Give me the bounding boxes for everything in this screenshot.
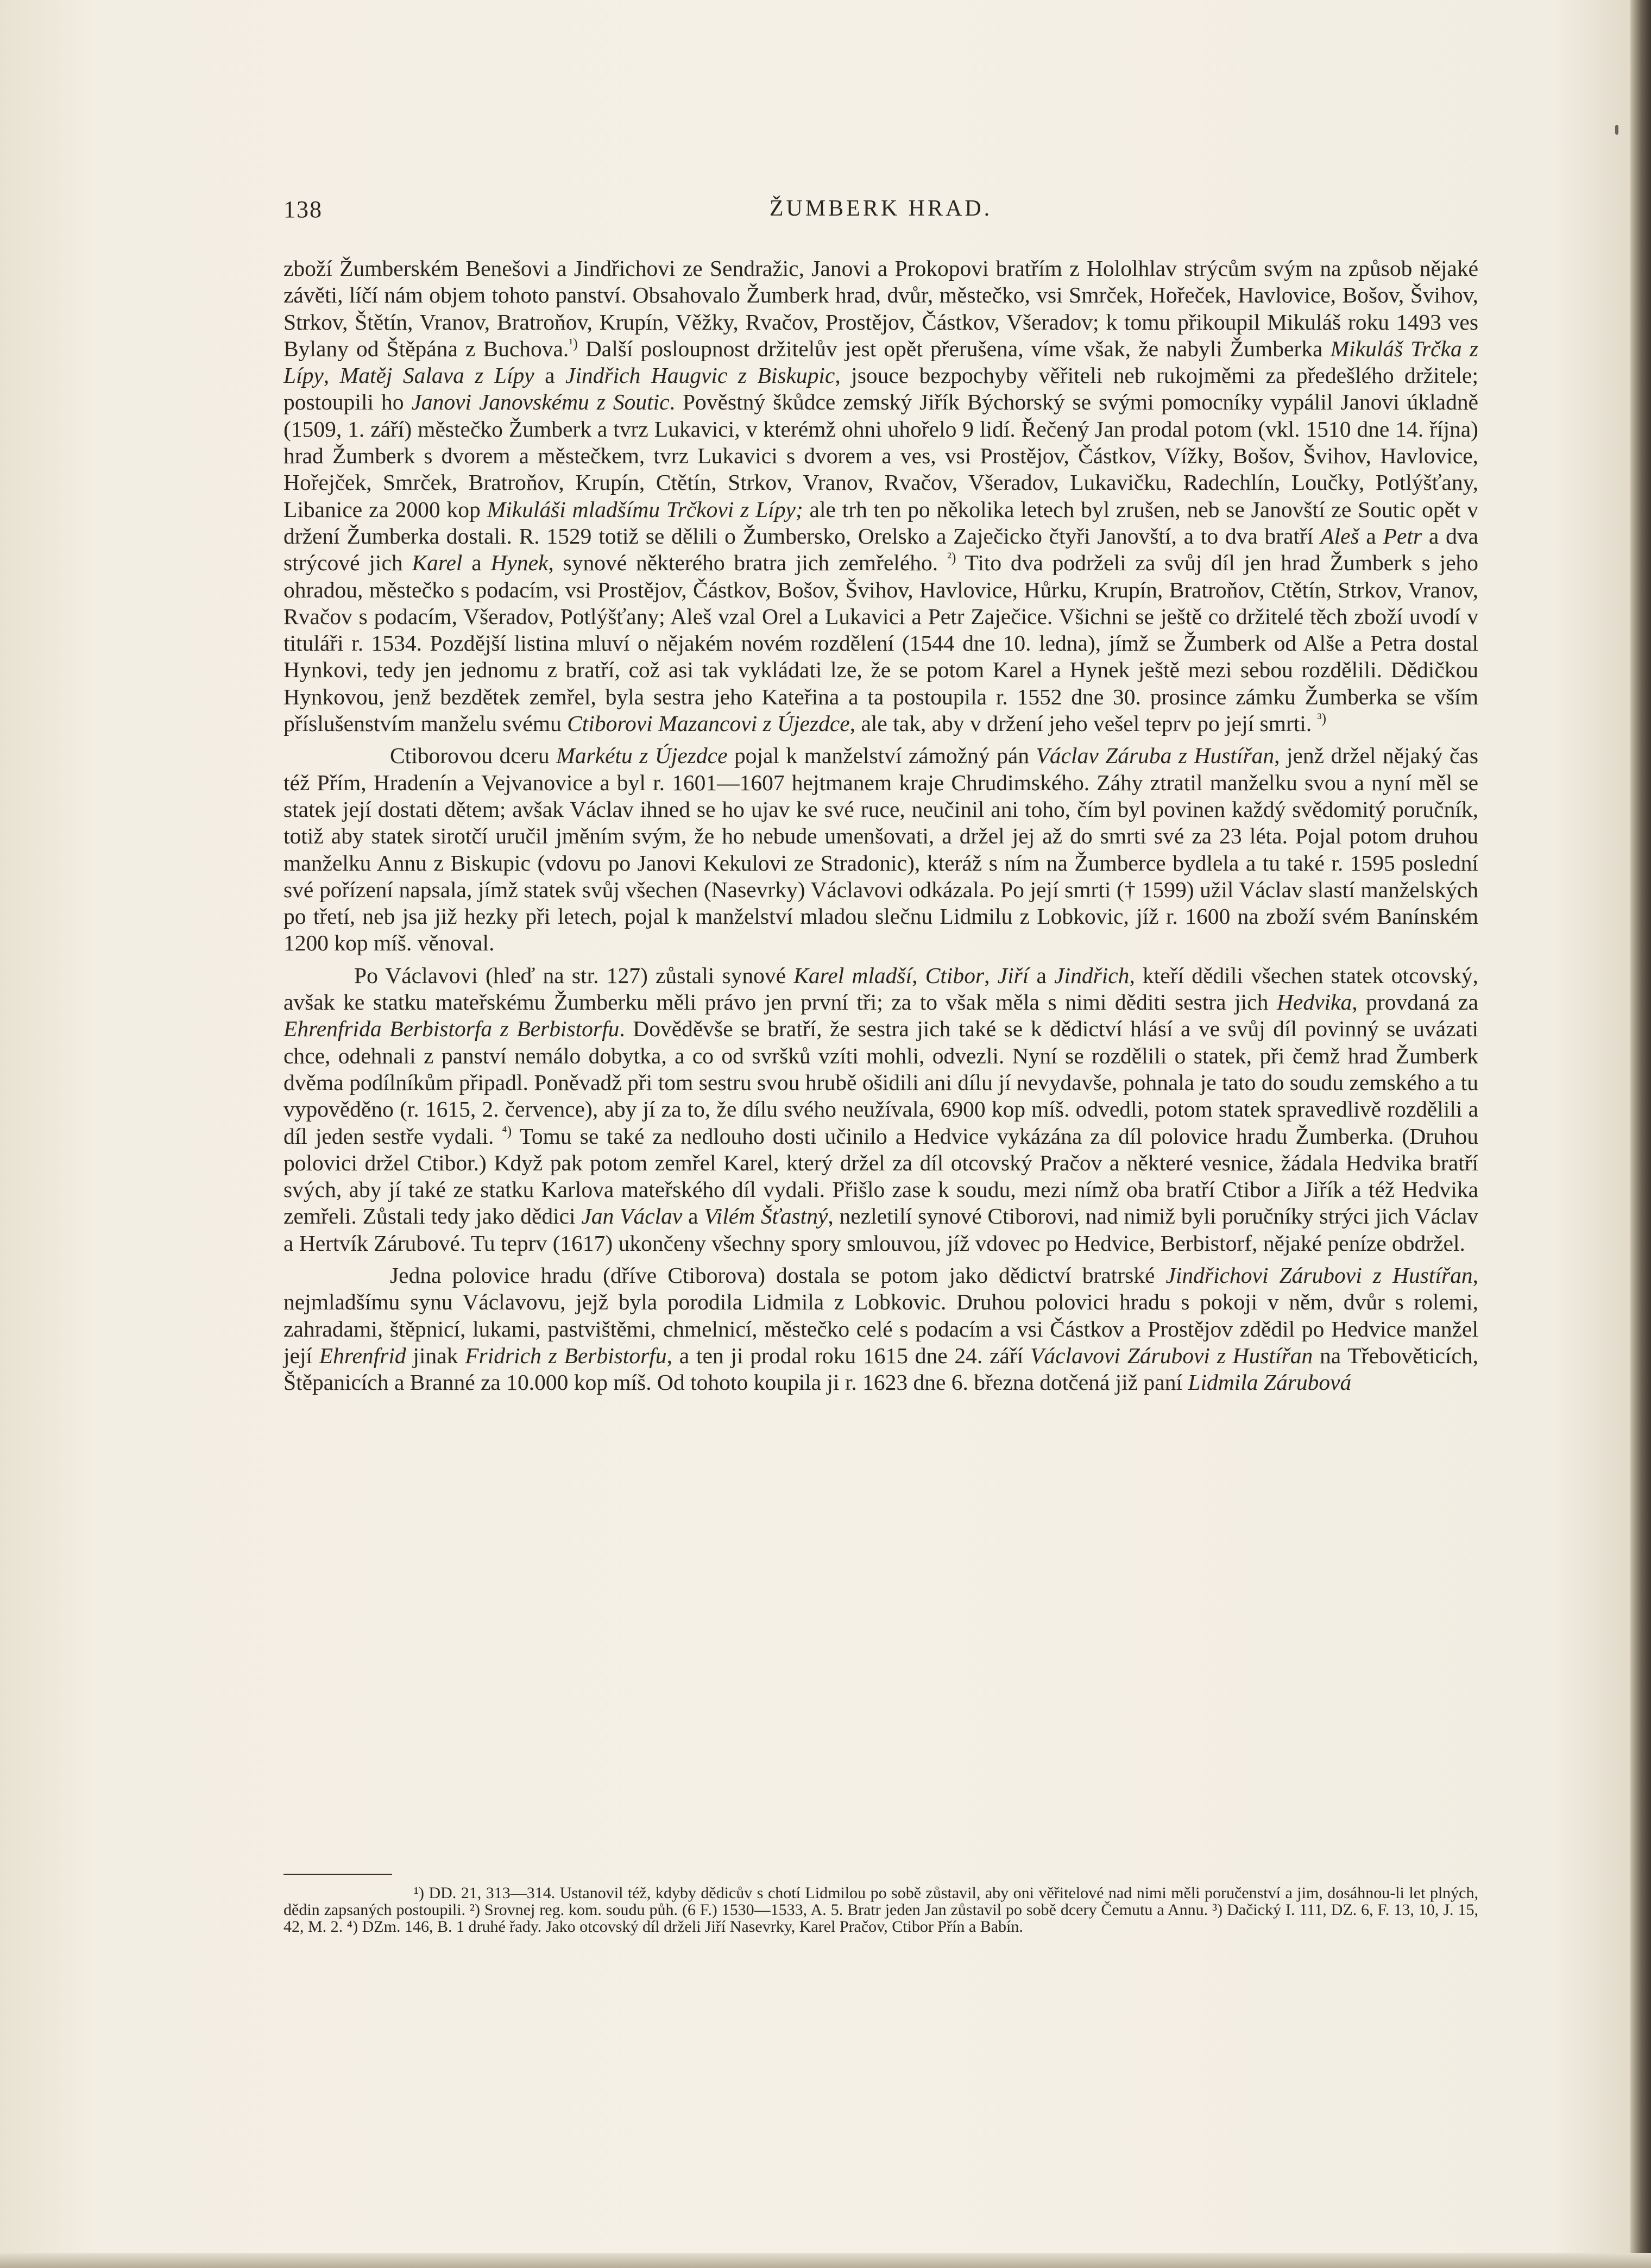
- italic-name: Jindřich: [1054, 962, 1130, 988]
- footnote-ref: ⁴): [502, 1123, 512, 1139]
- text-run: , ale tak, aby v držení jeho vešel teprv po její smrti.: [849, 711, 1318, 736]
- page-number: 138: [283, 196, 323, 223]
- italic-name: Karel: [412, 550, 463, 576]
- running-title: ŽUMBERK HRAD.: [769, 196, 993, 221]
- paragraph-3: [283, 962, 1478, 1257]
- italic-name: Ctibor: [925, 962, 985, 988]
- text-run: , nejmladšímu synu Václavovu, jejž byla porodila Lidmila z Lobkovic. Druhou polovici hradu s pokoji v něm, dvůr s rolemi, zahradami, štěpnicí, lukami, pastvištěmi, chmelnicí, městečko celé s podacím a vsi Částkov a Prostějov zdědil po Hedvice manžel její: [283, 1262, 1478, 1368]
- text-run: a: [462, 550, 491, 576]
- text-run: zboží Žumberském Benešovi a Jindřichovi ze Sendražic, Janovi a Prokopovi bratřím z Hololhlav strýcům svým na způsob nějaké závěti, líčí nám objem tohoto panství. Obsahovalo Žumberk hrad, dvůr, městečko, vsi Smrček, Hořeček, Havlovice, Bošov, Švihov, Strkov, Štětín, Vranov, Bratroňov, Krupín, Věžky, Rvačov, Prostějov, Částkov, Všeradov; k tomu přikoupil Mikuláš roku 1493 ves Bylany od Štěpána z Buchova.: [283, 256, 1478, 361]
- footnote-ref: ²): [947, 550, 956, 566]
- page-edge-shadow: [1630, 0, 1651, 2268]
- page-header: [283, 196, 1478, 234]
- footnotes: [283, 1885, 1478, 1935]
- italic-name: Hedvika: [1276, 990, 1352, 1015]
- text-run: ,: [912, 962, 925, 988]
- paragraph-2: [283, 742, 1478, 956]
- text-run: Ctiborovou dceru: [390, 743, 557, 768]
- text-run: ,: [984, 962, 998, 988]
- text-run: ,: [323, 363, 340, 388]
- text-run: jinak: [406, 1343, 465, 1368]
- italic-name: Hynek: [490, 550, 549, 576]
- italic-name: Mikuláši mladšímu Trčkovi z Lípy;: [487, 496, 803, 522]
- italic-name: Jiří: [997, 962, 1029, 988]
- italic-name: Václavovi Zárubovi z Hustířan: [1030, 1343, 1313, 1368]
- text-run: a: [682, 1204, 704, 1229]
- body-text: [283, 255, 1478, 1401]
- text-run: Tomu se také za nedlouho dosti učinilo a Hedvice vykázána za díl polovice hradu Žumberka. (Druhou polovici držel Ctibor.) Když pak potom zemřel Karel, který držel za díl otcovský Pračov a některé vesnice, žádala Hedvika bratří svých, aby jí také ze statku Karlova mateřského díl vydali. Přišlo zase k soudu, mezi nímž oba bratří Ctibor a Jiřík a též Hedvika zemřeli. Zůstali tedy jako dědici: [283, 1123, 1478, 1229]
- paragraph-1: [283, 255, 1478, 737]
- italic-name: Petr: [1383, 523, 1422, 549]
- italic-name: Ctiborovi Mazancovi z Újezdce: [567, 711, 850, 736]
- text-run: , nezletilí synové Ctiborovi, nad nimiž byli poručníky strýci jich Václav a Hertvík Zárubové. Tu teprv (1617) ukončeny všechny spory smlouvou, jíž vdovec po Hedvice, Berbistorf, nějaké peníze obdržel.: [283, 1204, 1478, 1256]
- text-run: , a ten ji prodal roku 1615 dne 24. září: [666, 1343, 1031, 1368]
- italic-name: Jindřich Haugvic z Biskupic: [565, 363, 835, 388]
- italic-name: Vilém Šťastný: [704, 1204, 828, 1229]
- italic-name: Matěj Salava z Lípy: [339, 363, 534, 388]
- page-bottom-edge: [0, 2253, 1651, 2268]
- italic-name: Václav Záruba z Hustířan: [1036, 743, 1275, 768]
- italic-name: Ehrenfrida Berbistorfa z Berbistorfu: [283, 1016, 620, 1042]
- italic-name: Mikuláš Trčka z Lípy: [283, 336, 1478, 388]
- text-run: a: [1029, 962, 1055, 988]
- text-run: Tito dva podrželi za svůj díl jen hrad Žumberk s jeho ohradou, městečko s podacím, vsi Prostějov, Částkov, Bošov, Švihov, Havlovice, Hůrku, Krupín, Bratroňov, Ctětín, Strkov, Vranov, Rvačov s podacím, Všeradov, Potlýšťany; Aleš vzal Orel a Lukavici a Petr Zaječice. Všichni se ještě co držitelé těch zboží uvodí v tituláři r. 1534. Pozdější listina mluví o nějakém novém rozdělení (1544 dne 10. ledna), jímž se Žumberk od Alše a Petra dostal Hynkovi, tedy jen jednomu z bratří, což asi tak vykládati lze, že se potom Karel a Hynek ještě mezi sebou rozdělili. Dědičkou Hynkovou, jenž bezdětek zemřel, byla sestra jeho Kateřina a ta postoupila r. 1552 dne 30. prosince zámku Žumberka se vším příslušenstvím manželu svému: [283, 550, 1478, 736]
- footnote-text: ¹) DD. 21, 313—314. Ustanovil též, kdyby dědicův s chotí Lidmilou po sobě zůstavil, aby oni věřitelové nad nimi měli poručenství a jim, dosáhnou-li let plných, dědin zapsaných postoupili. ²) Srovnej reg. kom. soudu půh. (6 F.) 1530—1533, A. 5. Bratr jeden Jan zůstavil po sobě dcery Čemutu a Annu. ³) Dačický I. 111, DZ. 6, F. 13, 10, J. 15, 42, M. 2. ⁴) DZm. 146, B. 1 druhé řady. Jako otcovský díl drželi Jiří Nasevrky, Karel Pračov, Ctibor Přín a Babín.: [283, 1884, 1478, 1936]
- italic-name: Markétu z Újezdce: [556, 743, 728, 768]
- text-run: a: [534, 363, 566, 388]
- paragraph-4: [283, 1262, 1478, 1396]
- text-run: . Dověděvše se bratří, že sestra jich také se k dědictví hlásí a ve svůj díl povinný se uvázati chce, odehnali z panství nemálo dobytka, a co od svršků vzíti mohli, odvezli. Nyní se rozdělili o statek, při čemž hrad Žumberk dvěma podílníkům připadl. Poněvadž při tom sestru svou hrubě ošidili ani dílu jí nevydavše, pohnala je tato do soudu zemského a tu vypověděno (r. 1615, 2. července), aby jí za to, že dílu svého neužívala, 6900 kop míš. odvedli, potom statek spravedlivě rozdělili a díl jeden sestře vydali.: [283, 1016, 1478, 1149]
- italic-name: Aleš: [1320, 523, 1359, 549]
- text-run: , kteří dědili všechen statek otcovský, avšak ke statku mateřskému Žumberku měli právo jen první tři; za to však měla s nimi děditi sestra jich: [283, 962, 1479, 1015]
- italic-name: Lidmila Zárubová: [1188, 1370, 1352, 1395]
- text-run: a dva strýcové jich: [283, 523, 1478, 576]
- text-run: , jsouce bezpochyby věřiteli neb rukojměmi za předešlého držitele; postoupili ho: [283, 363, 1479, 415]
- text-run: pojal k manželství zámožný pán: [727, 743, 1036, 768]
- text-run: , provdaná za: [1352, 990, 1479, 1015]
- text-run: . Pověstný škůdce zemský Jiřík Býchorský se svými pomocníky vypálil Janovi úkladně (1509, 1. září) městečko Žumberk a tvrz Lukavici, v kterémž ohni uhořelo 9 lidí. Řečený Jan prodal potom (vkl. 1510 dne 14. října) hrad Žumberk s dvorem a městečkem, tvrz Lukavici s dvorem a ves, vsi Prostějov, Částkov, Vížky, Bošov, Švihov, Havlovice, Hořejček, Smrček, Bratroňov, Krupín, Ctětín, Strkov, Vranov, Rvačov, Všeradov, Lukavičku, Radechlín, Loučky, Potlýšťany, Libanice za 2000 kop: [283, 389, 1478, 522]
- italic-name: Ehrenfrid: [319, 1343, 406, 1368]
- paper-blemish: [1615, 125, 1618, 135]
- text-run: Jedna polovice hradu (dříve Ctiborova) dostala se potom jako dědictví bratrské: [390, 1262, 1166, 1288]
- text-run: Po Václavovi (hleď na str. 127) zůstali synové: [354, 962, 794, 988]
- text-run: , jenž držel nějaký čas též Přím, Hradenín a Vejvanovice a byl r. 1601—1607 hejtmanem kraje Chrudimského. Záhy ztratil manželku svou a nyní měl se statek její dostati dětem; avšak Václav ihned se ho ujav ke své ruce, neučinil ani toho, čím byl povinen každý svědomitý poručník, totiž aby statek sirotčí uručil jměním svým, že ho nebude umenšovati, a držel jej až do smrti své za 23 léta. Pojal potom druhou manželku Annu z Biskupic (vdovu po Janovi Kekulovi ze Stradonic), kteráž s ním na Žumberce bydlela a tu také r. 1595 poslední své pořízení napsala, jímž statek svůj všechen (Nasevrky) Václavovi odkázala. Po její smrti († 1599) užil Václav slastí manželských po třetí, neb jsa již hezky při letech, pojal k manželství mladou slečnu Lidmilu z Lobkovic, jíž r. 1600 na zboží svém Banínském 1200 kop míš. věnoval.: [283, 743, 1478, 956]
- text-run: a: [1359, 523, 1383, 549]
- footnote-divider: [283, 1874, 392, 1875]
- text-run: ale trh ten po několika letech byl zrušen, neb se Janovští ze Soutic opět v držení Žumberka dostali. R. 1529 totiž se dělili o Žumbersko, Orelsko a Zaječicko čtyři Janovští, a to dva bratří: [283, 496, 1478, 549]
- text-run: Další posloupnost držitelův jest opět přerušena, víme však, že nabyli Žumberka: [577, 336, 1331, 361]
- italic-name: Fridrich z Berbistorfu: [465, 1343, 667, 1368]
- italic-name: Jindřichovi Zárubovi z Hustířan: [1165, 1262, 1473, 1288]
- text-run: na Třebověticích, Štěpanicích a Branné za 10.000 kop míš. Od tohoto koupila ji r. 1623 dne 6. března dotčená již paní: [283, 1343, 1478, 1395]
- italic-name: Jan Václav: [581, 1204, 683, 1229]
- footnote-ref: ¹): [569, 336, 578, 352]
- footnote-ref: ³): [1317, 710, 1327, 727]
- text-run: , synové některého bratra jich zemřelého.: [548, 550, 947, 576]
- italic-name: Janovi Janovskému z Soutic: [411, 389, 670, 415]
- italic-name: Karel mladší: [793, 962, 912, 988]
